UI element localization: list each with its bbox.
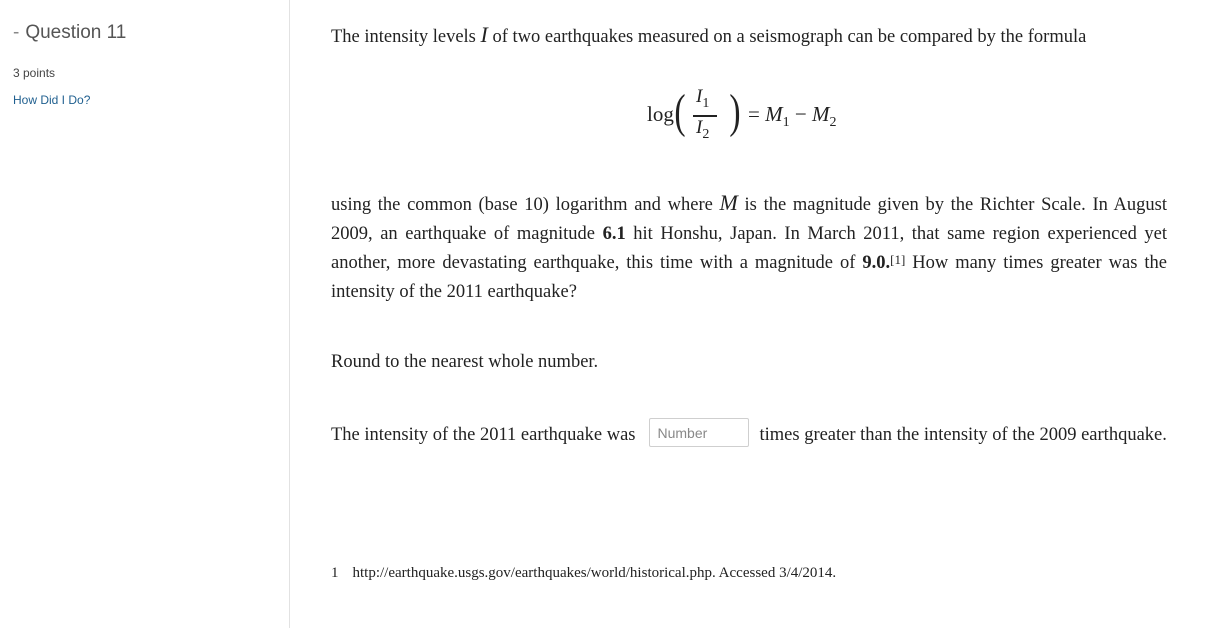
how-did-i-do-link[interactable]: How Did I Do? — [13, 93, 91, 107]
intro-text-end: of two earthquakes measured on a seismograph can be compared by the formula — [487, 27, 1087, 47]
footnote-text: http://earthquake.usgs.gov/earthquakes/world/historical.php. Accessed 3/4/2014. — [352, 565, 837, 581]
formula-denominator: $I_2$ — [696, 117, 710, 142]
question-intro — [331, 20, 1167, 52]
magnitude-2009: 6.1 — [602, 224, 626, 244]
formula-left-paren: ( — [674, 85, 686, 138]
formula-log: log — [647, 102, 674, 126]
intro-text-start: The intensity levels — [331, 27, 481, 47]
question-body — [331, 188, 1167, 307]
answer-sentence — [331, 421, 1167, 450]
magnitude-2011: 9.0. — [862, 253, 891, 273]
formula-right-paren: ) — [729, 85, 741, 138]
round-instruction: Round to the nearest whole number. — [331, 352, 599, 372]
answer-text-end: times greater than the intensity of the 2009 earthquake. — [759, 425, 1167, 445]
answer-number-input[interactable] — [649, 418, 749, 447]
footnote — [331, 562, 1167, 584]
body-text-3: hit Honshu, Japan. In March 2011, that same region experienced yet another, more devastating earthquake, this time with a magnitude of — [331, 224, 1167, 273]
points-label: 3 points — [13, 66, 56, 80]
body-text-4: How many times greater was the intensity of the 2011 earthquake? — [331, 253, 1167, 302]
body-text-1: using the common (base 10) logarithm and where — [331, 195, 720, 215]
question-heading[interactable] — [13, 22, 126, 44]
question-title: Question 11 — [25, 22, 127, 43]
formula-numerator: $I_1$ — [696, 86, 710, 111]
footnote-number: 1 — [331, 565, 339, 581]
body-text-2: is the magnitude given by the Richter Scale. In August 2009, an earthquake of magnitude — [331, 195, 1167, 244]
question-content — [331, 0, 1167, 628]
formula-right-side: = $M_1 - M_2$ — [748, 102, 837, 131]
question-sidebar — [0, 0, 290, 628]
log-formula — [647, 86, 857, 156]
answer-text-start: The intensity of the 2011 earthquake was — [331, 425, 636, 445]
collapse-dash-icon[interactable]: - — [13, 22, 20, 43]
footnote-reference-link[interactable]: [1] — [890, 252, 906, 267]
variable-i: I — [480, 22, 488, 47]
variable-m: M — [719, 190, 738, 215]
